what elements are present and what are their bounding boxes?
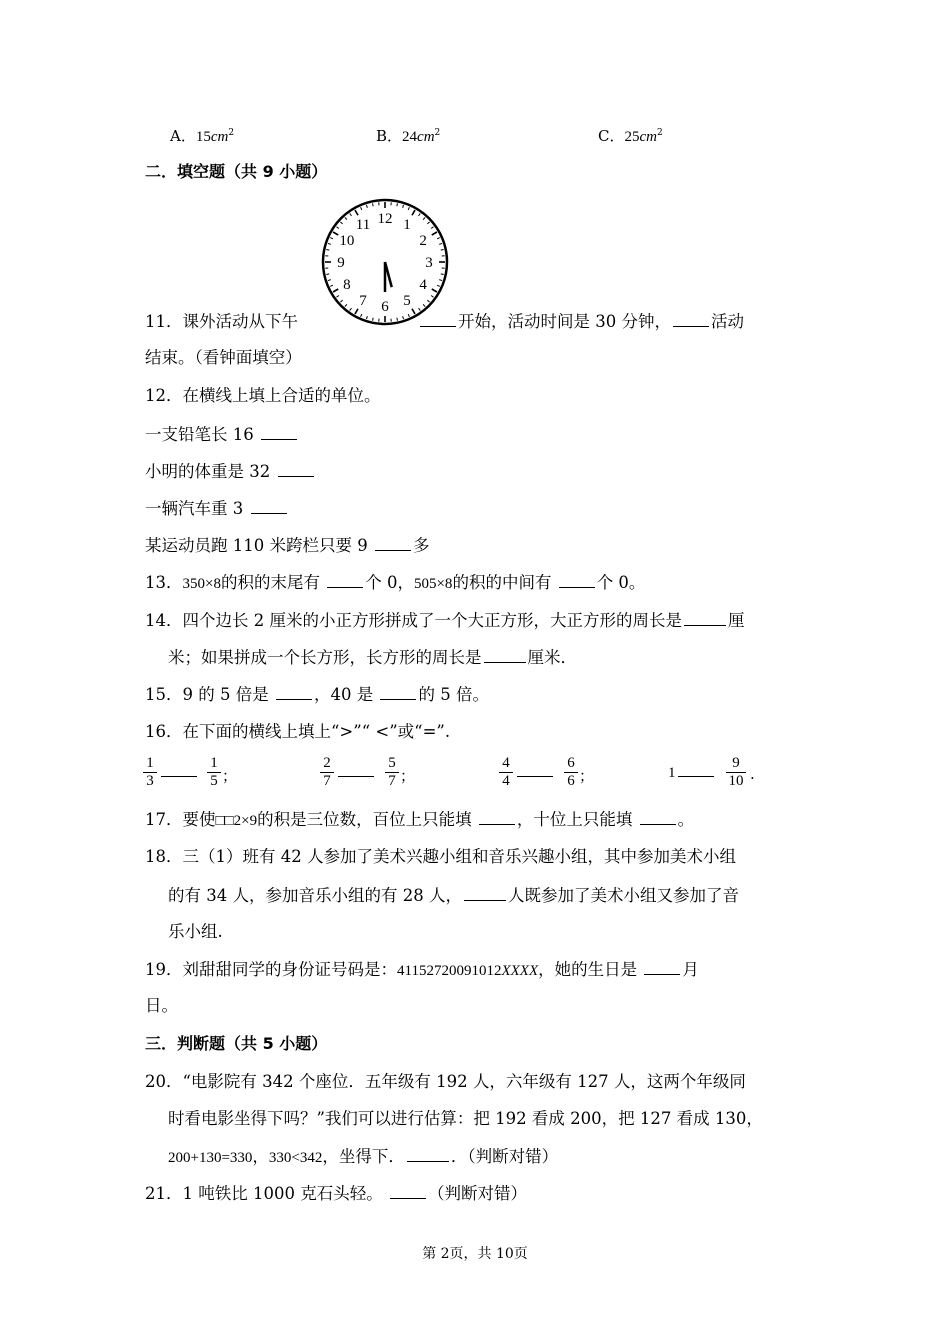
clock-tick (373, 203, 374, 206)
compare-blank[interactable] (161, 775, 197, 777)
question-15: 15．9 的 5 倍是 ，40 是 的 5 倍。 (145, 685, 489, 704)
answer-blank[interactable] (640, 808, 676, 825)
question-13: 13．350×8的积的末尾有 个 0，505×8的积的中间有 个 0。 (145, 573, 646, 592)
fraction: $\frac{4}{4}$ (499, 755, 513, 790)
clock-number: 8 (343, 277, 351, 293)
fraction: $\frac{5}{7}$ (385, 755, 399, 790)
separator: ； (400, 767, 416, 785)
section-heading-fill-blank: 二．填空题（共 9 小题） (145, 162, 328, 181)
compare-blank[interactable] (517, 775, 553, 777)
question-16-title: 16．在下面的横线上填上“>”“ <”或“=”. (145, 722, 451, 741)
option-c: C．$25cm^2$ (598, 127, 663, 145)
clock-number: 5 (403, 293, 411, 310)
option-b: B．$24cm^2$ (376, 127, 441, 145)
answer-blank[interactable] (327, 571, 363, 588)
whole-number: 1 (668, 765, 676, 781)
answer-blank[interactable] (644, 958, 680, 975)
answer-blank[interactable] (484, 646, 526, 663)
answer-blank[interactable] (251, 497, 287, 514)
answer-blank[interactable] (276, 683, 312, 700)
answer-blank[interactable] (375, 534, 411, 551)
clock-number: 4 (419, 277, 427, 293)
question-12-item-1: 一支铅笔长 16 (145, 423, 299, 446)
fraction: $\frac{9}{10}$ (726, 755, 746, 790)
clock-number: 12 (377, 211, 393, 227)
question-14-line2: 米；如果拼成一个长方形，长方形的周长是 厘米． (168, 648, 577, 667)
clock-number: 2 (419, 233, 427, 249)
question-18-line1: 18．三（1）班有 42 人参加了美术兴趣小组和音乐兴趣小组，其中参加美术小组 (145, 847, 736, 866)
answer-blank[interactable] (420, 310, 456, 327)
question-12-item-3: 一辆汽车重 3 (145, 497, 289, 520)
question-21: 21．1 吨铁比 1000 克石头轻。 （判断对错） (145, 1184, 527, 1203)
answer-blank[interactable] (479, 808, 515, 825)
answer-blank[interactable] (278, 460, 314, 477)
clock-number: 6 (381, 299, 389, 315)
separator: ； (579, 767, 595, 785)
question-18-line3: 乐小组. (168, 922, 223, 941)
answer-blank[interactable] (684, 609, 726, 626)
clock-tick (441, 250, 444, 251)
question-20-line3: 200+130=330，330<342，坐得下． ．（判断对错） (168, 1147, 559, 1166)
question-17: 17．要使□□2×9的积是三位数，百位上只能填 ，十位上只能填 。 (145, 810, 695, 829)
clock-face (320, 197, 450, 327)
question-14-line1: 14．四个边长 2 厘米的小正方形拼成了一个大正方形，大正方形的周长是 厘 (145, 611, 745, 630)
clock-tick (326, 274, 329, 275)
answer-blank[interactable] (407, 1145, 449, 1162)
question-19-line2: 日。 (145, 996, 178, 1015)
fraction: $\frac{1}{5}$ (207, 755, 221, 790)
answer-blank[interactable] (673, 310, 709, 327)
question-19-line1: 19．刘甜甜同学的身份证号码是：41152720091012XXXX，她的生日是 月 (145, 960, 699, 979)
page-footer: 第 2页，共 10页 (422, 1246, 528, 1262)
question-20-line1: 20．“电影院有 342 个座位．五年级有 192 人，六年级有 127 人，这两个年级同 (145, 1072, 746, 1091)
clock-number: 11 (355, 216, 371, 233)
period: . (750, 765, 755, 783)
question-18-line2: 的有 34 人，参加音乐小组的有 28 人， 人既参加了美术小组又参加了音 (168, 886, 739, 905)
clock-number: 1 (403, 216, 411, 233)
option-a: A．$15cm^2$ (170, 127, 235, 145)
answer-blank[interactable] (559, 571, 595, 588)
compare-blank[interactable] (678, 775, 714, 777)
clock-tick (441, 274, 444, 275)
question-20-line2: 时看电影坐得下吗？”我们可以进行估算：把 192 看成 200，把 127 看成 130， (168, 1109, 763, 1128)
question-12-item-4: 某运动员跑 110 米跨栏只要 9 多 (145, 536, 430, 555)
answer-blank[interactable] (464, 884, 506, 901)
separator: ； (222, 767, 238, 785)
answer-blank[interactable] (261, 423, 297, 440)
clock-number: 3 (425, 255, 433, 271)
section-heading-true-false: 三．判断题（共 5 小题） (145, 1034, 328, 1053)
fraction: $\frac{2}{7}$ (320, 755, 334, 790)
question-12-title: 12．在横线上填上合适的单位。 (145, 386, 381, 405)
question-12-item-2: 小明的体重是 32 (145, 460, 316, 483)
question-11-line2: 结束。（看钟面填空） (145, 348, 302, 367)
compare-blank[interactable] (338, 775, 374, 777)
clock-number: 10 (339, 233, 355, 249)
question-11-line1: 11．课外活动从下午 开始，活动时间是 30 分钟， 活动 (145, 312, 744, 331)
clock-tick (326, 250, 329, 251)
answer-blank[interactable] (380, 683, 416, 700)
clock-tick (397, 203, 398, 206)
clock-number: 7 (359, 293, 367, 310)
fraction: $\frac{6}{6}$ (564, 755, 578, 790)
clock-number: 9 (337, 255, 345, 271)
answer-blank[interactable] (390, 1182, 426, 1199)
fraction: $\frac{1}{3}$ (143, 755, 157, 790)
